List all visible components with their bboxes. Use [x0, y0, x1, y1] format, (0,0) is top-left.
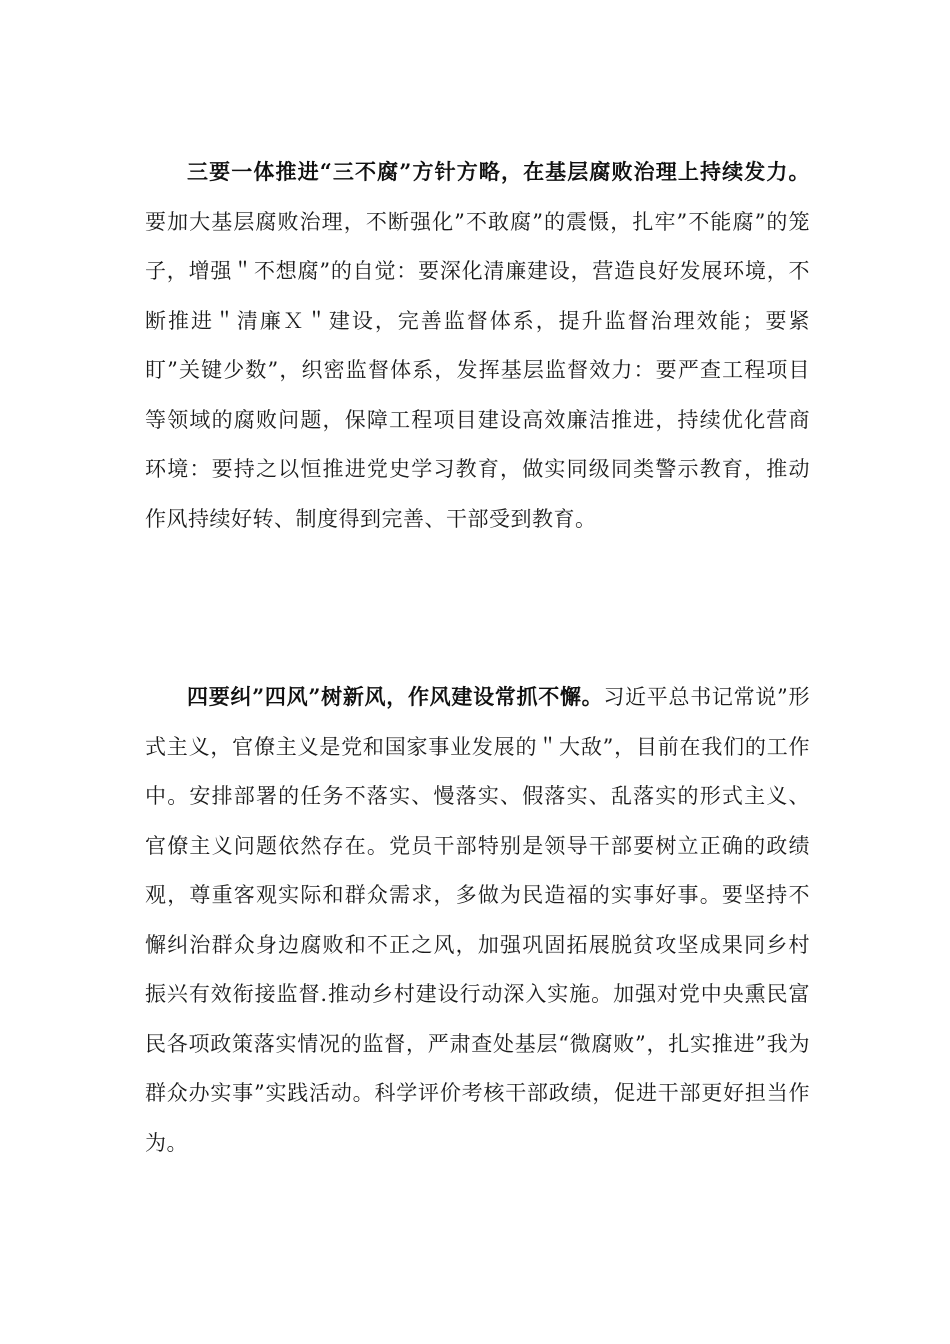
paragraph-three-no-corruption — [145, 147, 810, 544]
paragraph-heading: 三要一体推进“三不腐”方针方略，在基层腐败治理上持续发力。 — [187, 159, 810, 184]
paragraph-body: 习近平总书记常说”形式主义，官僚主义是党和国家事业发展的＂大敌”，目前在我们的工作中。安排部署的任务不落实、慢落实、假落实、乱落实的形式主义、官僚主义问题依然存在。党员干部特别是领导干部要树立正确的政绩观，尊重客观实际和群众需求，多做为民造福的实事好事。要坚持不懈纠治群众身边腐败和不正之风，加强巩固拓展脱贫攻坚成果同乡村振兴有效衔接监督.推动乡村建设行动深入实施。加强对党中央熏民富民各项政策落实情况的监督，严肃查处基层“微腐败”，扎实推进”我为群众办实事”实践活动。科学评价考核干部政绩，促进干部更好担当作为。 — [145, 685, 810, 1155]
paragraph-heading: 四要纠”四风”树新风，作风建设常抓不懈。 — [187, 684, 604, 709]
paragraph-body: 要加大基层腐败治理，不断强化”不敢腐”的震慑，扎牢”不能腐”的笼子，增强＂不想腐”的自觉：要深化清廉建设，营造良好发展环境，不断推进＂清廉Ｘ＂建设，完善监督体系，提升监督治理效能；要紧盯”关键少数”，织密监督体系，发挥基层监督效力：要严查工程项目等领域的腐败问题，保障工程项目建设高效廉洁推进，持续优化营商环境：要持之以恒推进党史学习教育，做实同级同类警示教育，推动作风持续好转、制度得到完善、干部受到教育。 — [145, 209, 810, 531]
paragraph-four-winds — [145, 672, 810, 1168]
